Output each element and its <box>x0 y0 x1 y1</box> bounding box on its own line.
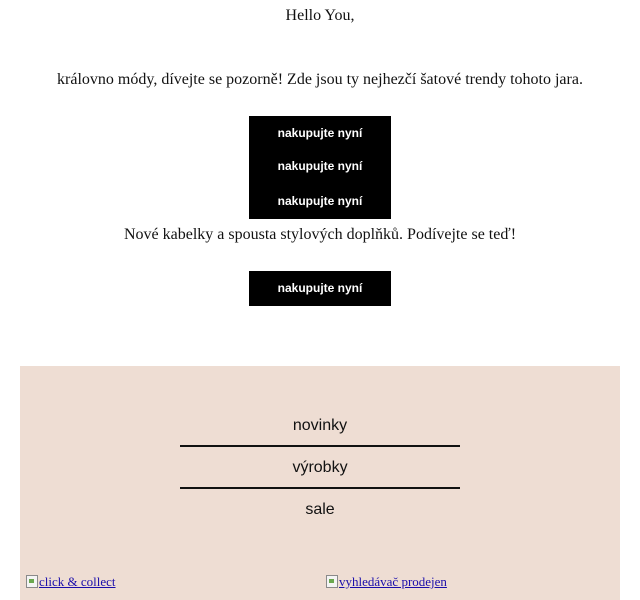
broken-image-icon <box>25 574 39 588</box>
shop-now-button-4[interactable]: nakupujte nyní <box>249 271 391 306</box>
store-locator-alt-text: vyhledávač prodejen <box>339 574 447 589</box>
nav-divider <box>180 445 460 447</box>
greeting-text: Hello You, <box>285 7 355 24</box>
shop-now-button-group <box>249 116 391 219</box>
broken-image-icon <box>325 574 339 588</box>
footer <box>20 366 620 600</box>
click-and-collect-link[interactable] <box>25 574 116 590</box>
click-and-collect-alt-text: click & collect <box>39 574 116 589</box>
shop-now-button-3[interactable]: nakupujte nyní <box>277 194 363 208</box>
bags-text: Nové kabelky a spousta stylových doplňků. Podívejte se teď! <box>123 226 517 243</box>
shop-now-button-2[interactable]: nakupujte nyní <box>277 159 363 173</box>
intro-text: královno módy, dívejte se pozorně! Zde jsou ty nejhezčí šatové trendy tohoto jara. <box>57 71 583 88</box>
footer-nav-vyrobky[interactable]: výrobky <box>292 459 348 476</box>
nav-divider <box>180 487 460 489</box>
store-locator-link[interactable] <box>325 574 447 590</box>
footer-nav-novinky[interactable]: novinky <box>292 417 348 434</box>
footer-nav-sale[interactable]: sale <box>305 501 335 518</box>
shop-now-button-1[interactable]: nakupujte nyní <box>277 126 363 140</box>
